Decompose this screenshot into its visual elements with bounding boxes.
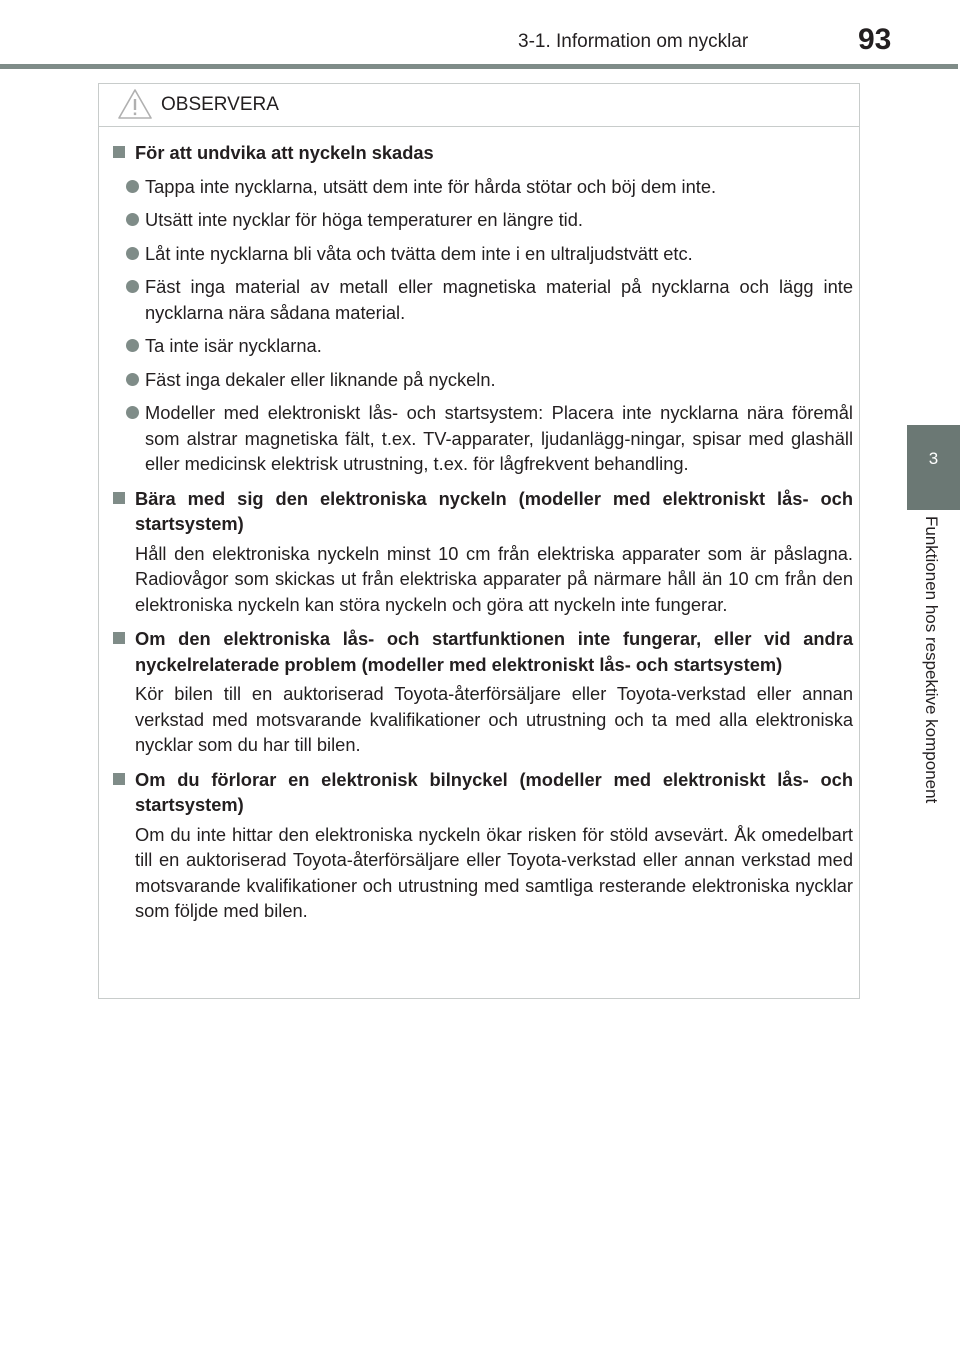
section-body: Om du inte hittar den elektroniska nyckeln ökar risken för stöld avsevärt. Åk omedelbart till en auktoriserad Toyota-återförsäljare eller Toyota-verkstad eller annan verkstad med motsvarande kvalifikationer och utrustning med samtliga resterande elektroniska nycklar som följde med bilen. [135, 823, 853, 921]
notice-box [98, 83, 860, 999]
chapter-tab [907, 425, 960, 510]
section-heading: Om den elektroniska lås- och startfunktionen inte fungerar, eller vid andra nyckelrelaterade problem (modeller med elektroniskt lås- och startsystem) [111, 626, 853, 677]
chapter-label-text: Funktionen hos respektive komponent [922, 516, 941, 804]
circle-bullet-icon [126, 406, 139, 419]
chapter-label [907, 516, 960, 886]
warning-triangle-icon [117, 88, 153, 120]
section-title: 3-1. Information om nycklar [518, 31, 749, 52]
notice-content [111, 140, 853, 924]
circle-bullet-icon [126, 247, 139, 260]
section-heading: Bära med sig den elektroniska nyckeln (modeller med elektroniskt lås- och startsystem) [111, 486, 853, 537]
chapter-number: 3 [928, 449, 939, 468]
notice-label: OBSERVERA [161, 94, 279, 115]
circle-bullet-icon [126, 180, 139, 193]
section-heading: Om du förlorar en elektronisk bilnyckel (modeller med elektroniskt lås- och startsystem) [111, 767, 853, 818]
square-bullet-icon [113, 146, 125, 158]
circle-bullet-icon [126, 280, 139, 293]
list-item: Ta inte isär nycklarna. [111, 333, 853, 359]
circle-bullet-icon [126, 339, 139, 352]
header-rule [0, 64, 958, 69]
square-bullet-icon [113, 492, 125, 504]
list-item: Fäst inga dekaler eller liknande på nyckeln. [111, 367, 853, 393]
section-body: Kör bilen till en auktoriserad Toyota-återförsäljare eller Toyota-verkstad eller annan verkstad med motsvarande kvalifikationer och utrustning och ta med alla elektroniska nycklar som du har till bilen. [135, 683, 853, 755]
page-number: 93 [858, 23, 892, 56]
list-item: Låt inte nycklarna bli våta och tvätta dem inte i en ultraljudstvätt etc. [111, 241, 853, 267]
square-bullet-icon [113, 632, 125, 644]
list-item: Utsätt inte nycklar för höga temperaturer en längre tid. [111, 207, 853, 233]
list-item: Fäst inga material av metall eller magnetiska material på nycklarna och lägg inte nycklarna nära sådana material. [111, 274, 853, 325]
list-item: Modeller med elektroniskt lås- och startsystem: Placera inte nycklarna nära föremål som alstrar magnetiska fält, t.ex. TV-apparater, ljudanlägg-ningar, spisar med glashäll eller medicinsk elektrisk utrustning, t.ex. för lågfrekvent behandling. [111, 400, 853, 477]
notice-header [99, 84, 859, 127]
page-header [0, 0, 960, 70]
section-body: Håll den elektroniska nyckeln minst 10 cm från elektriska apparater som är påslagna. Radiovågor som skickas ut från elektriska apparater på närmare håll än 10 cm från den elektroniska nyckeln kan störa nyckeln och göra att nyckeln inte fungerar. [135, 542, 853, 615]
circle-bullet-icon [126, 213, 139, 226]
square-bullet-icon [113, 773, 125, 785]
list-item: Tappa inte nycklarna, utsätt dem inte för hårda stötar och böj dem inte. [111, 174, 853, 200]
section-heading: För att undvika att nyckeln skadas [111, 140, 853, 166]
circle-bullet-icon [126, 373, 139, 386]
